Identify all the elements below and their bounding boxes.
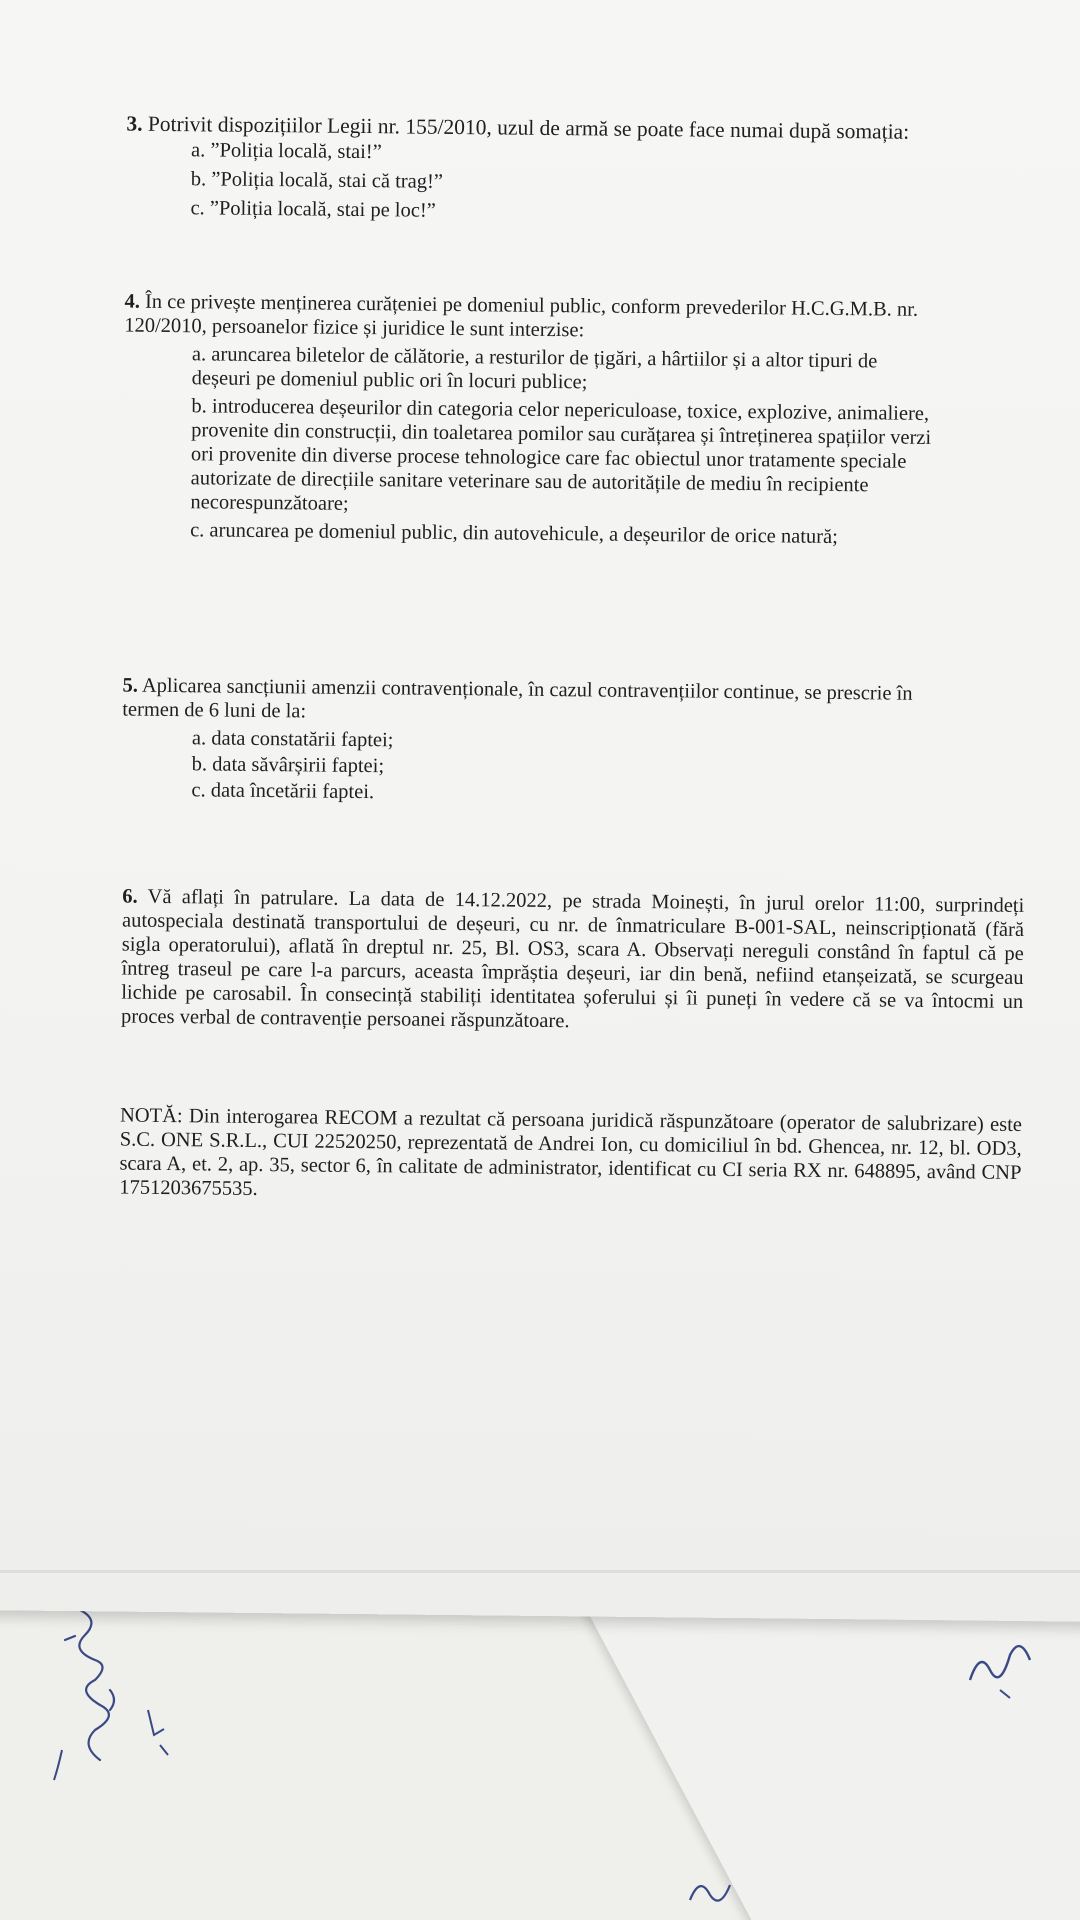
- sheet-edge: [0, 1570, 1080, 1573]
- question-4-option-a-cont: deșeuri pe domeniul public ori în locuri publice;: [191, 367, 588, 394]
- question-6-note: NOTĂ: Din interogarea RECOM a rezultat că persoana juridică răspunzătoare (operator de salubrizare) este S.C. ONE S.R.L., CUI 22520250, reprezentată de Andrei Ion, cu domiciliul în bd. Ghencea, nr. 12, bl. OD3, scara A, et. 2, ap. 35, sector 6, în calitate de administrator, identificat cu CI seria RX nr. 648895, având CNP 1751203675535.: [119, 1104, 1023, 1200]
- question-3-option-a: a. ”Poliția locală, stai!”: [191, 139, 382, 164]
- question-4-text-continued: 120/2010, persoanelor fizice și juridice le sunt interzise:: [124, 314, 585, 342]
- question-4-option-b-cont: autorizate de direcțiile sanitare veterinare sau de autoritățile de mediu în recipiente: [190, 467, 869, 497]
- question-4-option-b-cont: necorespunzătoare;: [190, 491, 349, 515]
- question-4-option-c: c. aruncarea pe domeniul public, din autovehicule, a deșeurilor de orice natură;: [190, 519, 838, 549]
- question-3-option-b: b. ”Poliția locală, stai că trag!”: [190, 168, 444, 193]
- question-5-option-b: b. data săvârșirii faptei;: [191, 753, 385, 778]
- question-5-text-continued: termen de 6 luni de la:: [122, 698, 307, 723]
- handwritten-mark: [960, 1630, 1040, 1700]
- handwritten-mark: [140, 1700, 180, 1760]
- question-3: 3. Potrivit dispozițiilor Legii nr. 155/2010, uzul de armă se poate face numai după somația:: [126, 111, 910, 144]
- question-3-option-c: c. ”Poliția locală, stai pe loc!”: [190, 197, 436, 222]
- question-4-option-b: b. introducerea deșeurilor din categoria celor nepericuloase, toxice, explozive, animaliere,: [191, 395, 930, 425]
- question-4-option-b-cont: ori provenite din diverse procese tehnologice care fac obiectul unor tratamente speciale: [190, 443, 907, 473]
- question-4: 4. În ce privește menținerea curățeniei pe domeniul public, conform prevederilor H.C.G.M.B. nr.: [124, 290, 919, 321]
- question-5-option-c: c. data încetării faptei.: [191, 779, 375, 804]
- handwritten-signature: [50, 1600, 140, 1800]
- question-6: 6. Vă aflați în patrulare. La data de 14.12.2022, pe strada Moinești, în jurul orelor 11:00, surprindeți autospeciala destinată transportului de deșeuri, cu nr. de înmatriculare B-001-SAL, neinscripționată (fără sigla operatorului), aflată în dreptul nr. 25, Bl. OS3, scara A. Observați nereguli constând în faptul că pe întreg traseul pe care l-a parcurs, aceasta împrăștia deșeuri, iar din benă, nefiind etanșeizată, se scurgeau lichide pe carosabil. În consecință stabiliți identitatea șoferului și îi puneți în vedere că se va întocmi un proces verbal de contravenție persoanei răspunzătoare.: [120, 885, 1025, 1033]
- question-4-option-a: a. aruncarea biletelor de călătorie, a resturilor de țigări, a hârtiilor și a altor tipuri de: [191, 343, 878, 373]
- question-5-option-a: a. data constatării faptei;: [191, 727, 394, 752]
- question-5: 5. Aplicarea sancțiunii amenzii contravenționale, în cazul contravențiilor continue, se prescrie în: [122, 674, 913, 705]
- handwritten-mark: [680, 1860, 740, 1920]
- question-4-option-b-cont: provenite din construcții, din toaletarea pomilor sau curățarea și întreținerea spațiilor verzi: [191, 419, 932, 449]
